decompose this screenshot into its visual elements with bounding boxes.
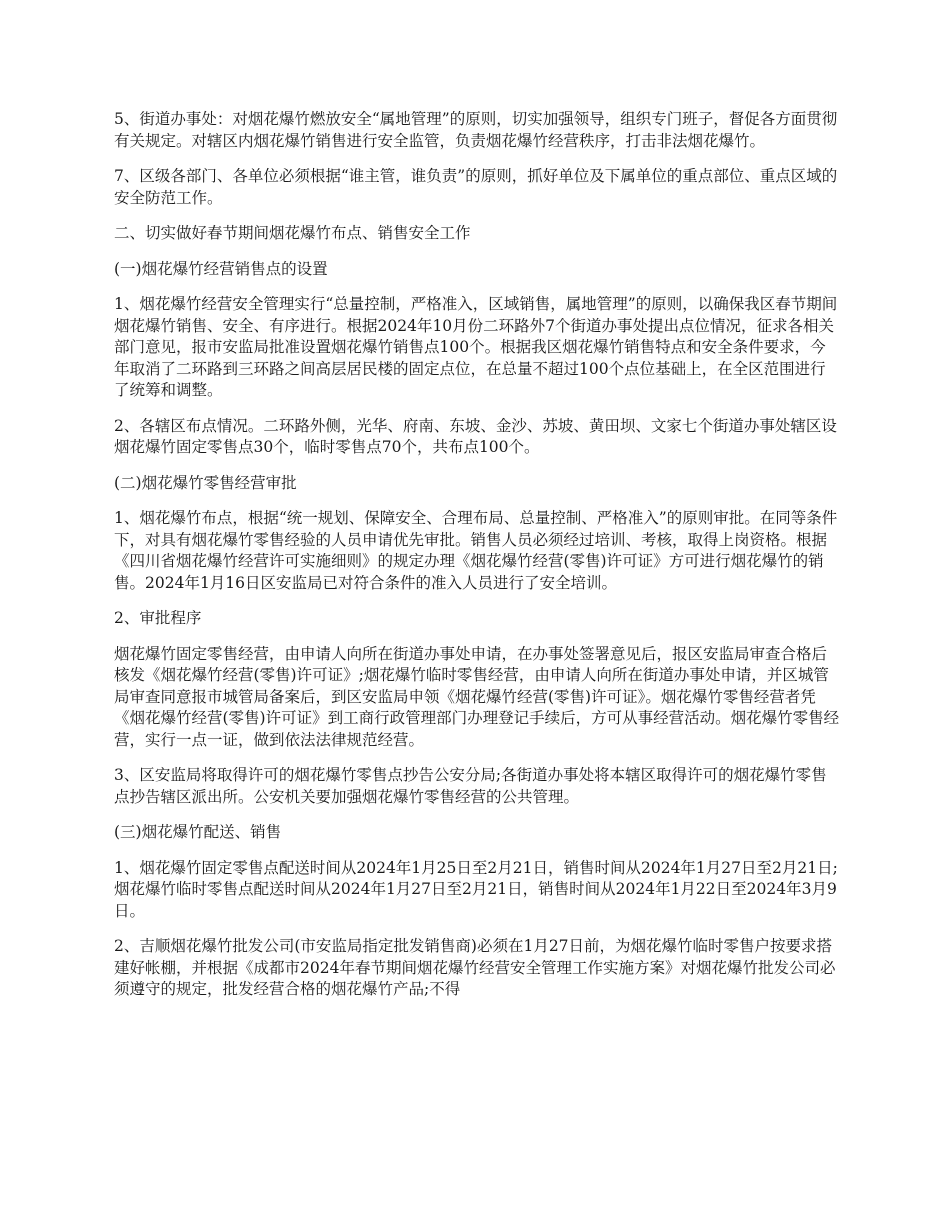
subsection-heading-3: (三)烟花爆竹配送、销售 bbox=[114, 823, 282, 841]
paragraph-street-office: 5、街道办事处：对烟花爆竹燃放安全“属地管理”的原则，切实加强领导，组织专门班子，督促各方面贯彻有关规定。对辖区内烟花爆竹销售进行安全监管，负责烟花爆竹经营秩序，打击非法烟花爆竹。 bbox=[114, 110, 838, 150]
paragraph-approval-principle: 1、烟花爆竹布点，根据“统一规划、保障安全、合理布局、总量控制、严格准入”的原则审批。在同等条件下，对具有烟花爆竹零售经验的人员申请优先审批。销售人员必须经过培训、考核，取得上岗资格。根据《四川省烟花爆竹经营许可实施细则》的规定办理《烟花爆竹经营(零售)许可证》方可进行烟花爆竹的销售。2024年1月16日区安监局已对符合条件的准入人员进行了安全培训。 bbox=[114, 509, 838, 592]
paragraph-district-departments: 7、区级各部门、各单位必须根据“谁主管，谁负责”的原则，抓好单位及下属单位的重点部位、重点区域的安全防范工作。 bbox=[114, 167, 838, 207]
paragraph-district-layout: 2、各辖区布点情况。二环路外侧，光华、府南、东坡、金沙、苏坡、黄田坝、文家七个街道办事处辖区设烟花爆竹固定零售点30个，临时零售点70个，共布点100个。 bbox=[114, 416, 837, 456]
subsection-heading-1: (一)烟花爆竹经营销售点的设置 bbox=[114, 259, 328, 278]
paragraph-wholesaler: 2、吉顺烟花爆竹批发公司(市安监局指定批发销售商)必须在1月27日前，为烟花爆竹临时零售户按要求搭建好帐棚，并根据《成都市2024年春节期间烟花爆竹经营安全管理工作实施方案》对烟花爆竹批发公司必须遵守的规定，批发经营合格的烟花爆竹产品;不得 bbox=[114, 937, 836, 998]
paragraph-approval-procedure-heading: 2、审批程序 bbox=[114, 609, 202, 627]
paragraph-police-notice: 3、区安监局将取得许可的烟花爆竹零售点抄告公安分局;各街道办事处将本辖区取得许可的烟花爆竹零售点抄告辖区派出所。公安机关要加强烟花爆竹零售经营的公共管理。 bbox=[114, 766, 827, 806]
paragraph-approval-procedure: 烟花爆竹固定零售经营，由申请人向所在街道办事处申请，在办事处签署意见后，报区安监局审查合格后核发《烟花爆竹经营(零售)许可证》;烟花爆竹临时零售经营，由申请人向所在街道办事处申请，并区城管局审查同意报市城管局备案后，到区安监局申领《烟花爆竹经营(零售)许可证》。烟花爆竹零售经营者凭《烟花爆竹经营(零售)许可证》到工商行政管理部门办理登记手续后，方可从事经营活动。烟花爆竹零售经营，实行一点一证，做到依法法律规范经营。 bbox=[114, 644, 840, 749]
paragraph-delivery-schedule: 1、烟花爆竹固定零售点配送时间从2024年1月25日至2月21日，销售时间从2024年1月27日至2月21日;烟花爆竹临时零售点配送时间从2024年1月27日至2月21日，销售时间从2024年1月22日至2024年3月9日。 bbox=[114, 858, 838, 920]
paragraph-total-control: 1、烟花爆竹经营安全管理实行“总量控制，严格准入，区域销售，属地管理”的原则，以确保我区春节期间烟花爆竹销售、安全、有序进行。根据2024年10月份二环路外7个街道办事处提出点位情况，征求各相关部门意见，报市安监局批准设置烟花爆竹销售点100个。根据我区烟花爆竹销售特点和安全条件要求，今年取消了二环路到三环路之间高层居民楼的固定点位，在总量不超过100个点位基础上，在全区范围进行了统筹和调整。 bbox=[114, 295, 838, 399]
section-heading-2: 二、切实做好春节期间烟花爆竹布点、销售安全工作 bbox=[114, 224, 471, 242]
subsection-heading-2: (二)烟花爆竹零售经营审批 bbox=[114, 473, 297, 492]
